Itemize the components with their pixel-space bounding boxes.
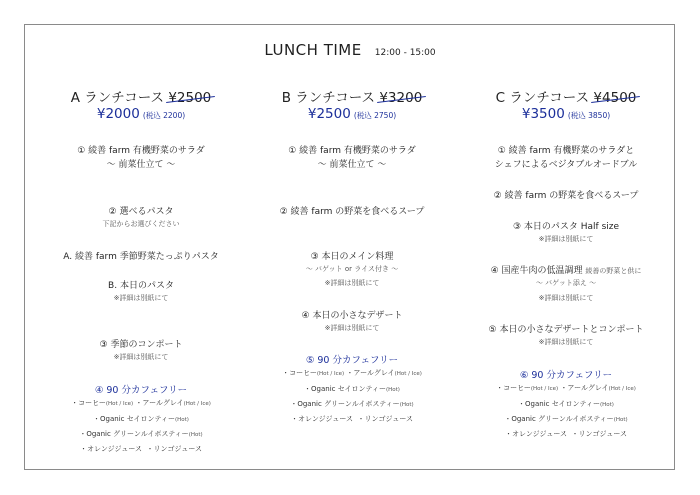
drink-earl-grey: ・アールグレイ: [135, 399, 184, 407]
course-c-item: ① 綾善 farm 有機野菜のサラダと: [497, 146, 635, 156]
course-c-drink-line: [461, 414, 671, 424]
drink-ceylon-tea: ・Oganic セイロンティー: [304, 385, 386, 393]
course-a-note: ※詳細は別紙にて: [113, 353, 169, 361]
course-a-item: ① 綾善 farm 有機野菜のサラダ: [77, 146, 205, 156]
course-b-price-line: [247, 106, 457, 122]
course-b-note: ※詳細は別紙にて: [324, 324, 380, 332]
course-b-drink-line: [247, 384, 457, 394]
course-c-drink-line: [461, 399, 671, 409]
drink-option: (Hot / Ice): [530, 386, 559, 392]
drink-apple-juice: ・リンゴジュース: [571, 430, 627, 438]
course-c-note: ※詳細は別紙にて: [538, 294, 594, 302]
course-b-tax-note: (税込 2750): [353, 111, 397, 120]
drink-option: (Hot): [174, 417, 189, 423]
course-c-item: ③ 本日のパスタ Half size: [512, 222, 620, 232]
course-b-old-price: ¥3200: [379, 90, 423, 106]
course-a-cafe-free: ④ 90 分カフェフリー: [94, 385, 188, 396]
course-c-item: ⑤ 本日の小さなデザートとコンポート: [488, 325, 644, 335]
course-a-note: 下記からお選びください: [102, 220, 180, 228]
drink-rooibos-tea: ・Oganic グリーンルイボスティー: [79, 430, 189, 438]
course-c-name: C ランチコース: [495, 90, 590, 106]
course-a-price-line: [36, 106, 246, 122]
course-c-item-beef: [461, 263, 671, 276]
course-b-heading: [247, 86, 457, 106]
course-c-item: ② 綾善 farm の野菜を食べるスープ: [493, 191, 639, 201]
course-c-heading: [461, 86, 671, 106]
drink-apple-juice: ・リンゴジュース: [357, 415, 413, 423]
course-b-item: ③ 本日のメイン料理: [310, 252, 394, 262]
drink-option: (Hot): [188, 432, 203, 438]
drink-earl-grey: ・アールグレイ: [560, 384, 609, 392]
course-c-beef: ④ 国産牛肉の低温調理: [490, 266, 583, 276]
drink-orange-juice: ・オレンジジュース: [80, 445, 143, 453]
course-b-price: ¥2500: [307, 106, 351, 122]
course-b-drink-line: [247, 368, 457, 378]
course-c-old-price: ¥4500: [593, 90, 637, 106]
course-a-drink-line: [36, 444, 246, 454]
course-a-item: ③ 季節のコンポート: [99, 340, 183, 350]
course-c-drink-line: [461, 383, 671, 393]
drink-option: (Hot): [385, 387, 400, 393]
course-a-name: A ランチコース: [70, 90, 165, 106]
course-a-item: 〜 前菜仕立て 〜: [106, 160, 176, 170]
menu-title: LUNCH TIME: [264, 41, 362, 59]
drink-option: (Hot): [399, 402, 414, 408]
drink-option: (Hot / Ice): [394, 371, 422, 377]
course-a-price: ¥2000: [96, 106, 140, 122]
course-c-price-line: [461, 106, 671, 122]
drink-option: (Hot): [613, 417, 628, 423]
course-a-item: ② 選べるパスタ: [108, 207, 174, 217]
course-a-note: ※詳細は別紙にて: [113, 294, 169, 302]
course-b-item: ④ 本日の小さなデザート: [301, 311, 403, 321]
drink-rooibos-tea: ・Oganic グリーンルイボスティー: [290, 400, 400, 408]
lunch-hours: 12:00 - 15:00: [374, 48, 436, 58]
drink-coffee: ・コーヒー: [71, 399, 106, 407]
course-c-cafe-free: ⑥ 90 分カフェフリー: [519, 370, 613, 381]
course-b-note: ※詳細は別紙にて: [324, 279, 380, 287]
course-c-drink-line: [461, 429, 671, 439]
drink-orange-juice: ・オレンジジュース: [291, 415, 354, 423]
course-c-item: シェフによるベジタブルオードブル: [494, 160, 638, 170]
course-b-cafe-free: ⑤ 90 分カフェフリー: [305, 355, 399, 366]
course-c-note: 〜 バゲット添え 〜: [535, 279, 597, 287]
course-a-drink-line: [36, 398, 246, 408]
course-b-drink-line: [247, 399, 457, 409]
drink-option: (Hot / Ice): [183, 401, 211, 407]
drink-ceylon-tea: ・Oganic セイロンティー: [93, 415, 175, 423]
drink-coffee: ・コーヒー: [496, 384, 531, 392]
course-a-tax-note: (税込 2200): [142, 111, 186, 120]
drink-earl-grey: ・アールグレイ: [346, 369, 395, 377]
course-a-heading: [36, 86, 246, 106]
course-b-item: ② 綾善 farm の野菜を食べるスープ: [279, 207, 425, 217]
course-a-drink-line: [36, 414, 246, 424]
drink-option: (Hot): [599, 402, 614, 408]
course-b-drink-line: [247, 414, 457, 424]
course-c-note: ※詳細は別紙にて: [538, 235, 594, 243]
drink-coffee: ・コーヒー: [282, 369, 317, 377]
course-b-note: 〜 バゲット or ライス付き 〜: [305, 265, 399, 273]
drink-orange-juice: ・オレンジジュース: [505, 430, 568, 438]
course-b-item: 〜 前菜仕立て 〜: [317, 160, 387, 170]
drink-option: (Hot / Ice): [608, 386, 636, 392]
drink-option: (Hot / Ice): [316, 371, 345, 377]
drink-apple-juice: ・リンゴジュース: [146, 445, 202, 453]
course-c-beef-side: 綾善の野菜と供に: [585, 267, 642, 275]
drink-ceylon-tea: ・Oganic セイロンティー: [518, 400, 600, 408]
course-a-drink-line: [36, 429, 246, 439]
course-b-name: B ランチコース: [281, 90, 376, 106]
course-c-note: ※詳細は別紙にて: [538, 338, 594, 346]
course-b-item: ① 綾善 farm 有機野菜のサラダ: [288, 146, 416, 156]
drink-option: (Hot / Ice): [105, 401, 134, 407]
course-a-item: B. 本日のパスタ: [108, 281, 174, 291]
drink-rooibos-tea: ・Oganic グリーンルイボスティー: [504, 415, 614, 423]
course-c-price: ¥3500: [521, 106, 565, 122]
course-c-tax-note: (税込 3850): [567, 111, 611, 120]
course-a-item: A. 綾善 farm 季節野菜たっぷりパスタ: [63, 252, 219, 262]
course-a-old-price: ¥2500: [168, 90, 212, 106]
menu-header: [0, 40, 700, 59]
